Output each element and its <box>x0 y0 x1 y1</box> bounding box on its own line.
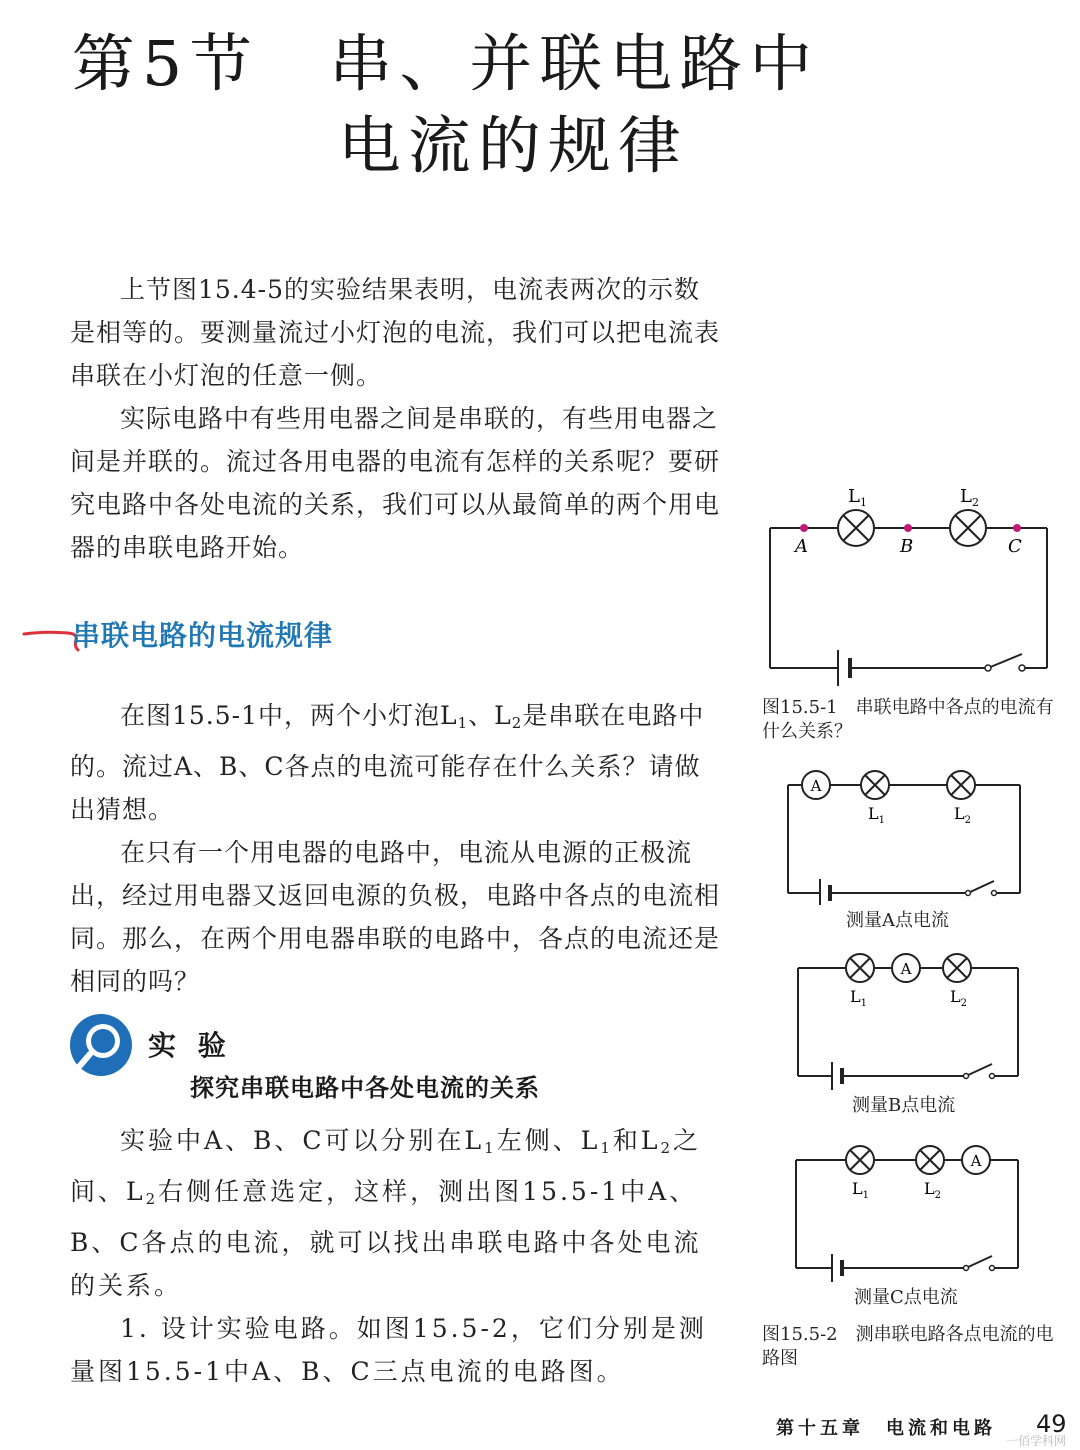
point-b-dot <box>904 524 912 532</box>
lamp-1-label: $L_1$ <box>850 987 867 1009</box>
point-c-dot <box>1013 524 1021 532</box>
point-c-label: C <box>1008 536 1022 557</box>
section1-text <box>70 694 720 1003</box>
section1-paragraph-2: 在只有一个用电器的电路中，电流从电源的正极流出，经过用电器又返回电源的负极，电路中各点的电流相同。那么，在两个用电器串联的电路中，各点的电流还是相同的吗？ <box>70 837 721 996</box>
intro-text <box>70 268 720 569</box>
lamp-2-label: $L_2$ <box>950 987 967 1009</box>
point-b-label: B <box>900 536 914 557</box>
caption-measure-b: 测量B点电流 <box>852 1095 956 1116</box>
lamp-2-label: $L_2$ <box>960 486 979 509</box>
ammeter-label: A <box>900 960 912 978</box>
circuit-measure-a <box>780 765 1030 905</box>
circuit-measure-c <box>790 1142 1040 1282</box>
section-number: 第5节 <box>72 27 260 100</box>
title-topic: 串、并联电路中 <box>329 27 820 100</box>
experiment-title: 探究串联电路中各处电流的关系 <box>190 1074 540 1102</box>
lamp-1-label: $L_1$ <box>868 804 885 826</box>
experiment-paragraph-1: 实验中A、B、C可以分别在$L_1$左侧、$L_1$和$L_2$之间、$L_2$右侧任意选定，这样，测出图15.5-1中A、B、C各点的电流，就可以找出串联电路中各处电流的关系。 <box>70 1126 702 1300</box>
point-a-dot <box>800 524 808 532</box>
caption-measure-a: 测量A点电流 <box>846 910 949 931</box>
lamp-1-label: $L_1$ <box>848 486 867 509</box>
lamp-2-label: $L_2$ <box>954 804 971 826</box>
page-title-line2: 电流的规律 <box>338 109 689 182</box>
lamp-1-label: $L_1$ <box>852 1179 869 1201</box>
figure-15-5-1-caption: 图15.5-1 串联电路中各点的电流有什么关系？ <box>762 697 1054 742</box>
section-heading: 串联电路的电流规律 <box>72 619 334 652</box>
page-title-line1 <box>72 14 819 103</box>
section1-paragraph-1: 在图15.5-1中，两个小灯泡$L_1$、$L_2$是串联在电路中的。流过A、B、C各点的电流可能存在什么关系？请做出猜想。 <box>70 701 705 824</box>
experiment-label: 实 验 <box>148 1029 232 1062</box>
experiment-paragraph-2: 1. 设计实验电路。如图15.5-2，它们分别是测量图15.5-1中A、B、C三点电流的电路图。 <box>70 1313 707 1386</box>
ammeter-label: A <box>970 1152 982 1170</box>
intro-paragraph-1: 上节图15.4-5的实验结果表明，电流表两次的示数是相等的。要测量流过小灯泡的电流，我们可以把电流表串联在小灯泡的任意一侧。 <box>70 275 721 390</box>
lamp-2-label: $L_2$ <box>924 1179 941 1201</box>
point-a-label: A <box>795 536 808 557</box>
caption-measure-c: 测量C点电流 <box>854 1287 958 1308</box>
experiment-text <box>70 1119 720 1393</box>
circuit-measure-b <box>790 952 1040 1092</box>
ammeter-label: A <box>810 777 822 795</box>
watermark: 一佰学科网 <box>1006 1434 1067 1448</box>
intro-paragraph-2: 实际电路中有些用电器之间是串联的，有些用电器之间是并联的。流过各用电器的电流有怎样的关系呢？要研究电路中各处电流的关系，我们可以从最简单的两个用电器的串联电路开始。 <box>70 404 721 562</box>
figure-15-5-2-caption: 图15.5-2 测串联电路各点电流的电路图 <box>762 1324 1054 1369</box>
figure-15-5-1-circuit <box>760 480 1060 700</box>
page-number: 49 <box>1036 1410 1067 1438</box>
magnifier-icon <box>68 1012 134 1078</box>
footer-chapter: 第十五章 电流和电路 <box>776 1418 996 1439</box>
